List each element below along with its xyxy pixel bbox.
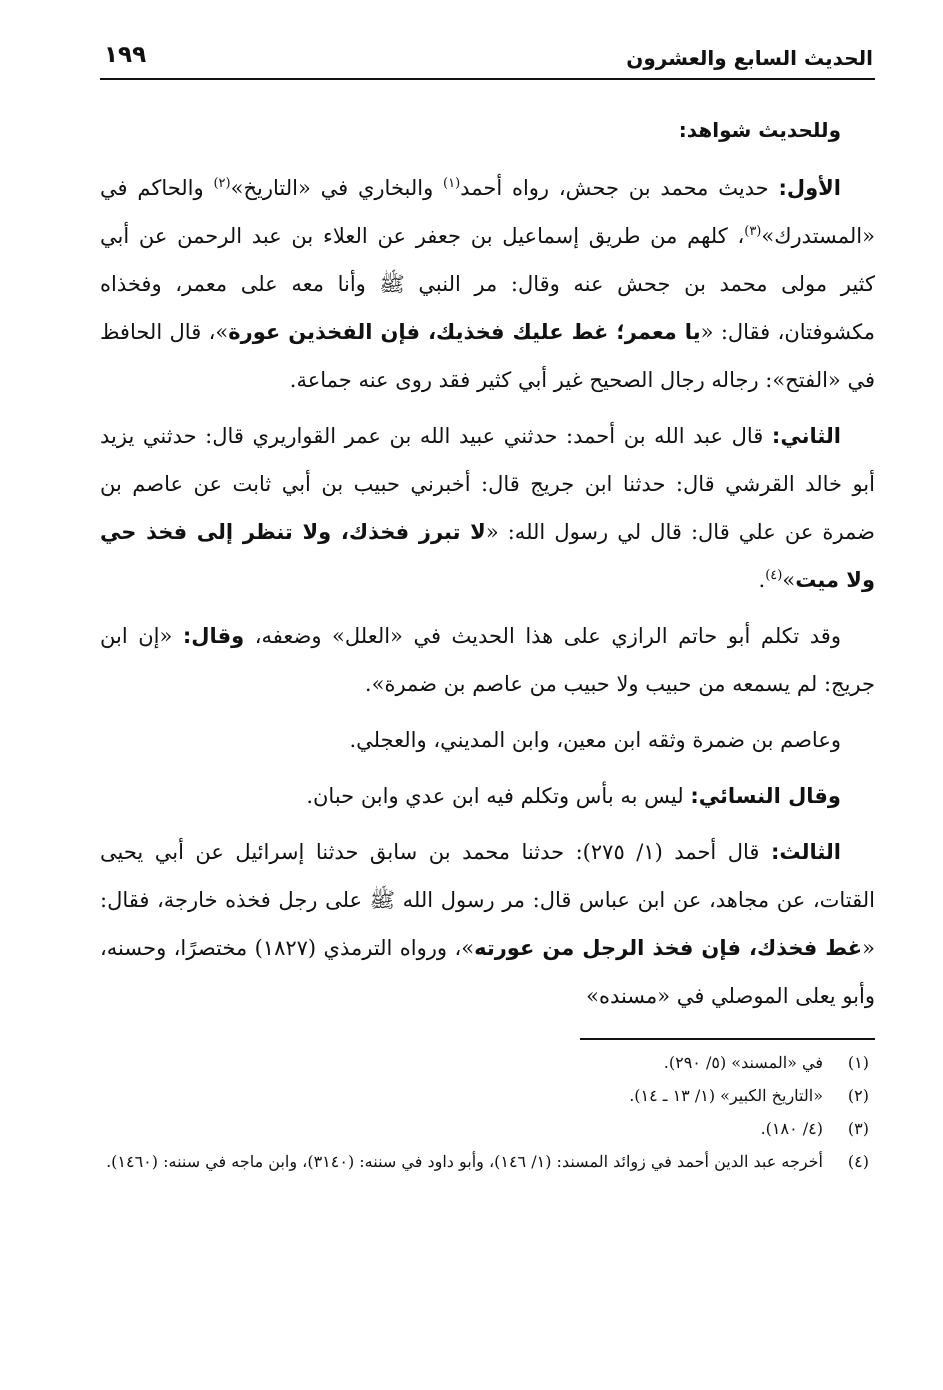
text-run: حديث محمد بن جحش، رواه أحمد xyxy=(460,176,779,200)
page-number: ١٩٩ xyxy=(104,42,147,68)
paragraph-lead: الثالث: xyxy=(770,840,841,864)
bold-phrase: وقال: xyxy=(182,624,245,648)
text-run: » xyxy=(782,568,796,592)
book-page xyxy=(100,34,875,1178)
footnote-marker: (٤) xyxy=(765,568,783,583)
footnote-number: (٢) xyxy=(847,1086,869,1105)
running-title: الحديث السابع والعشرون xyxy=(626,46,873,70)
main-text xyxy=(100,106,875,1020)
paragraph-asim xyxy=(100,716,875,764)
paragraph-second-witness xyxy=(100,412,875,604)
hadith-quote: غط فخذك، فإن فخذ الرجل من عورته xyxy=(474,936,863,960)
footnote xyxy=(100,1079,875,1112)
footnote-marker: (٣) xyxy=(744,224,762,239)
text-run: والحاكم في «المستدرك» xyxy=(100,176,875,248)
page-header xyxy=(100,34,875,80)
bold-phrase: وقال النسائي: xyxy=(690,784,841,808)
paragraph-nasai xyxy=(100,772,875,820)
hadith-quote: يا معمر؛ غط عليك فخذيك، فإن الفخذين عورة xyxy=(228,320,701,344)
text-run: »، ورواه الترمذي (١٨٢٧) مختصرًا، وحسنه، وأبو يعلى الموصلي في «مسنده» xyxy=(100,936,875,1008)
text-run: . xyxy=(758,568,766,592)
text-run: »، قال الحافظ في «الفتح»: رجاله رجال الصحيح غير أبي كثير فقد روى عنه جماعة. xyxy=(100,320,875,392)
text-run: والبخاري في «التاريخ» xyxy=(230,176,444,200)
paragraph-lead: الثاني: xyxy=(771,424,841,448)
footnote-number: (١) xyxy=(847,1053,869,1072)
section-intro: وللحديث شواهد: xyxy=(678,118,841,142)
footnote-marker: (١) xyxy=(443,176,461,191)
footnote-text: في «المسند» (٥/ ٢٩٠). xyxy=(663,1053,823,1072)
paragraph-first-witness xyxy=(100,164,875,404)
paragraph-third-witness xyxy=(100,828,875,1020)
text-run: وقد تكلم أبو حاتم الرازي على هذا الحديث في «العلل» وضعفه، xyxy=(244,624,841,648)
footnote-number: (٤) xyxy=(847,1152,869,1171)
text-run: قال أحمد (١/ ٢٧٥): حدثنا محمد بن سابق حدثنا إسرائيل عن أبي يحيى القتات، عن مجاهد، عن ابن عباس قال: مر رسول الله ﷺ على رجل فخذه خارجة، فقال: « xyxy=(100,840,875,960)
paragraph-lead: الأول: xyxy=(778,176,841,200)
footnote xyxy=(100,1145,875,1178)
text-run: ، كلهم من طريق إسماعيل بن جعفر عن العلاء بن عبد الرحمن عن أبي كثير مولى محمد بن جحش عنه وقال: مر النبي ﷺ وأنا معه على معمر، وفخذاه مكشوفتان، فقال: « xyxy=(100,224,875,344)
text-run: ليس به بأس وتكلم فيه ابن عدي وابن حبان. xyxy=(306,784,691,808)
text-run: وعاصم بن ضمرة وثقه ابن معين، وابن المديني، والعجلي. xyxy=(349,728,841,752)
footnote xyxy=(100,1112,875,1145)
footnote-text: «التاريخ الكبير» (١/ ١٣ ـ ١٤). xyxy=(629,1086,823,1105)
paragraph-abu-hatim xyxy=(100,612,875,708)
footnote-text: (٤/ ١٨٠). xyxy=(760,1119,823,1138)
footnote-text: أخرجه عبد الدين أحمد في زوائد المسند: (١/ ١٤٦)، وأبو داود في سننه: (٣١٤٠)، وابن ماجه في سننه: (١٤٦٠). xyxy=(106,1152,823,1171)
hadith-quote: لا تبرز فخذك، ولا تنظر إلى فخذ حي ولا ميت xyxy=(100,520,875,592)
footnote-marker: (٢) xyxy=(213,176,231,191)
footnote-number: (٣) xyxy=(847,1119,869,1138)
footnote xyxy=(100,1046,875,1079)
text-run: قال عبد الله بن أحمد: حدثني عبيد الله بن عمر القواريري قال: حدثني يزيد أبو خالد القرشي قال: حدثنا ابن جريج قال: أخبرني حبيب بن أبي ثابت عن عاصم بن ضمرة عن علي قال: قال لي رسول الله: « xyxy=(100,424,875,544)
footnote-separator xyxy=(580,1038,875,1040)
text-run: «إن ابن جريج: لم يسمعه من حبيب ولا حبيب من عاصم بن ضمرة». xyxy=(100,624,875,696)
footnotes xyxy=(100,1046,875,1178)
